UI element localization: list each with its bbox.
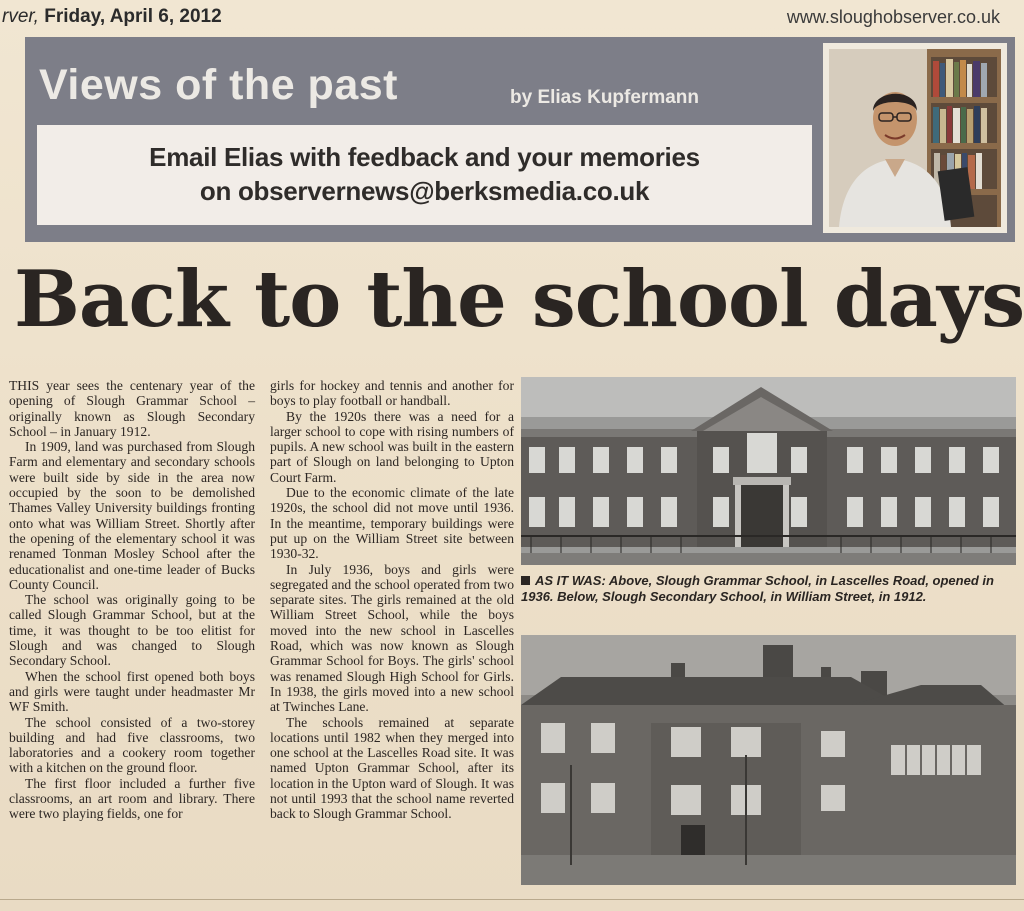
article-paragraph: Due to the economic climate of the late 1920s, the school did not move until 1936. In the meantime, temporary buildings were put up on the William Street site between 1930-32. — [270, 485, 514, 562]
website-url[interactable]: www.sloughobserver.co.uk — [786, 7, 1000, 27]
author-photo — [829, 49, 1001, 227]
email-address-line[interactable]: on observernews@berksmedia.co.uk — [199, 176, 650, 206]
grammar-school-photo — [521, 377, 1016, 565]
article-paragraph: The school was originally going to be called Slough Grammar School, but at the time, it was thought to be too elitist for Slough and was changed to Slough Secondary School. — [9, 592, 255, 669]
page-bottom-rule — [0, 899, 1024, 900]
views-of-the-past-banner — [25, 37, 1015, 242]
banner-byline: by Elias Kupfermann — [510, 87, 699, 108]
masthead — [0, 0, 1024, 34]
caption-bullet-icon — [521, 576, 530, 585]
secondary-school-photo — [521, 635, 1016, 885]
article-paragraph: By the 1920s there was a need for a larger school to cope with rising numbers of pupils. A new school was built in the eastern part of Slough on land belonging to Upton Court Farm. — [270, 408, 514, 485]
feedback-line: Email Elias with feedback and your memories — [149, 142, 700, 172]
masthead-date-line — [2, 6, 222, 28]
article-headline: Back to the school days — [14, 254, 1024, 345]
issue-date: Friday, April 6, 2012 — [44, 6, 222, 27]
article-column-2 — [270, 378, 514, 822]
caption-text: AS IT WAS: Above, Slough Grammar School, in Lascelles Road, opened in 1936. Below, Slough Secondary School, in William Street, in 1912. — [521, 573, 994, 604]
feedback-email-box — [37, 125, 812, 225]
article-paragraph: The school consisted of a two-storey building and had five classrooms, two laboratories and a cookery room together with a kitchen on the ground floor. — [9, 714, 255, 776]
author-photo-frame — [823, 43, 1007, 233]
paper-name-fragment: rver, — [2, 6, 39, 27]
author-portrait-illustration — [829, 49, 1001, 227]
article-paragraph: The first floor included a further five classrooms, an art room and library. There were two playing fields, one for — [9, 775, 255, 822]
article-paragraph: THIS year sees the centenary year of the opening of Slough Grammar School – originally known as Slough Secondary School – in January 1912. — [9, 378, 255, 439]
banner-title: Views of the past — [39, 61, 398, 109]
grammar-school-building-illustration — [521, 377, 1016, 565]
secondary-school-building-illustration — [521, 635, 1016, 885]
article-paragraph: In 1909, land was purchased from Slough Farm and elementary and secondary schools were built side by side in the area now occupied by the soon to be demolished Thames Valley University buildings fronting onto what was William Street. Shortly after the opening of the elementary school it was renamed Tonman Mosley School after the educationalist and one-time leader of Bucks County Council. — [9, 439, 255, 592]
article-paragraph: In July 1936, boys and girls were segregated and the school operated from two separate sites. The girls remained at the old William Street School, while the boys moved into the new school in Lascelles Road, which was now known as Slough Grammar School for Boys. The girls' school was renamed Slough High School for Girls. In 1938, the girls moved into a new school at Twinches Lane. — [270, 561, 514, 715]
article-column-1 — [9, 378, 255, 822]
article-paragraph: The schools remained at separate locations until 1982 when they merged into one school at the Lascelles Road site. It was named Upton Grammar School, after its location in the Upton ward of Slough. It was not until 1993 that the school name reverted back to Slough Grammar School. — [270, 714, 514, 822]
article-paragraph: When the school first opened both boys and girls were taught under headmaster Mr WF Smith. — [9, 668, 255, 715]
article-paragraph: girls for hockey and tennis and another for boys to play football or handball. — [270, 378, 514, 409]
photo-caption — [521, 573, 1016, 605]
